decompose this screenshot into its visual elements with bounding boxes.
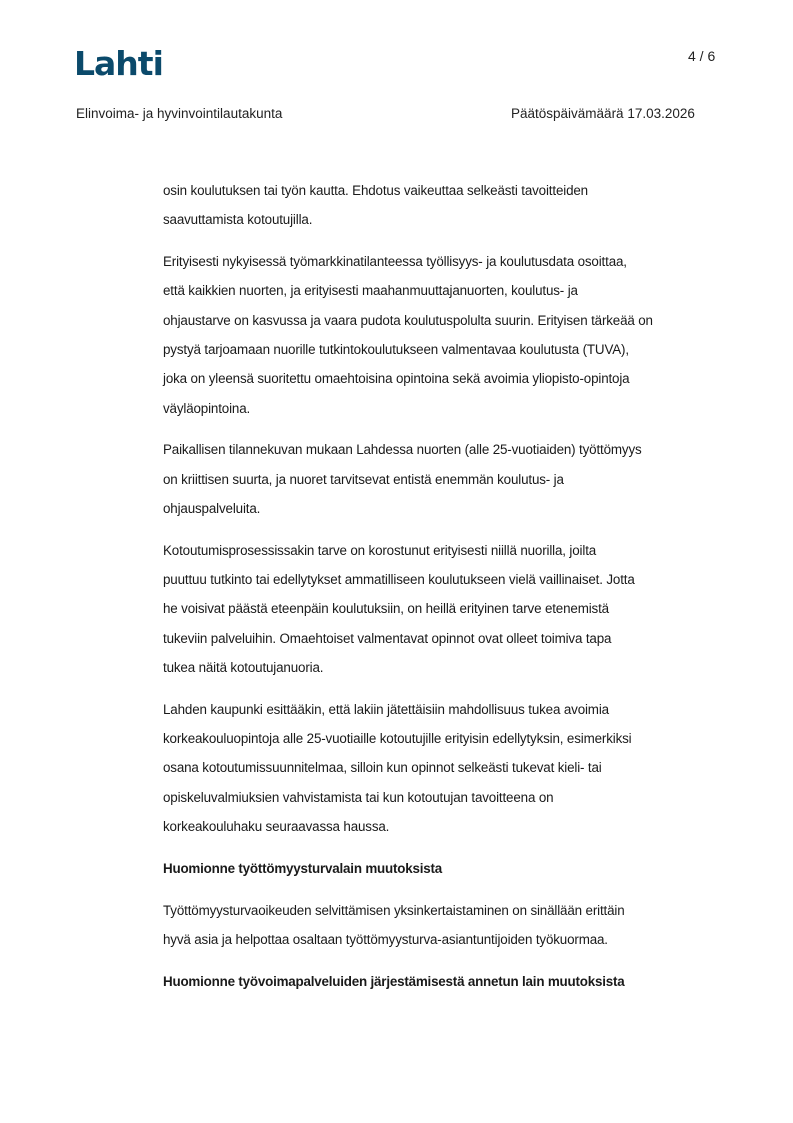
section-heading: Huomionne työvoimapalveluiden järjestämisestä annetun lain muutoksista [163,973,625,989]
paragraph [163,896,723,955]
text-line: opiskeluvalmiuksien vahvistamista tai kun kotoutujan tavoitteena on [163,789,554,805]
decision-date: Päätöspäivämäärä 17.03.2026 [511,106,695,121]
text-line: Paikallisen tilannekuvan mukaan Lahdessa nuorten (alle 25-vuotiaiden) työttömyys [163,442,642,458]
text-line: väyläopintoina. [163,400,251,416]
paragraph [163,536,723,682]
paragraph [163,435,723,523]
text-line: tukeviin palveluihin. Omaehtoiset valmentavat opinnot ovat olleet toimiva tapa [163,630,612,646]
text-line: puuttuu tutkinto tai edellytykset ammatilliseen koulutukseen vielä vaillinaiset. Jotta [163,572,635,588]
text-line: ohjauspalveluita. [163,500,261,516]
text-line: he voisivat päästä eteenpäin koulutuksiin, on heillä erityinen tarve etenemistä [163,601,609,617]
document-body [163,176,723,996]
text-line: korkeakouluopintoja alle 25-vuotiaille kotoutujille erityisin edellytyksin, esimerkiksi [163,731,632,747]
text-line: Kotoutumisprosessissakin tarve on korostunut erityisesti niillä nuorilla, joilta [163,542,597,558]
committee-name: Elinvoima- ja hyvinvointilautakunta [76,106,283,121]
text-line: Työttömyysturvaoikeuden selvittämisen yksinkertaistaminen on sinällään erittäin [163,902,625,918]
section-heading: Huomionne työttömyysturvalain muutoksista [163,860,442,876]
lahti-logo: Lahti [74,44,163,83]
paragraph [163,695,723,841]
text-line: pystyä tarjoamaan nuorille tutkintokoulutukseen valmentavaa koulutusta (TUVA), [163,341,629,357]
text-line: tukea näitä kotoutujanuoria. [163,659,324,675]
text-line: osana kotoutumissuunnitelmaa, silloin kun opinnot selkeästi tukevat kieli- tai [163,760,602,776]
page-number: 4 / 6 [688,48,716,64]
text-line: ohjaustarve on kasvussa ja vaara pudota koulutuspolulta suurin. Erityisen tärkeää on [163,312,653,328]
paragraph [163,247,723,423]
text-line: hyvä asia ja helpottaa osaltaan työttömyysturva-asiantuntijoiden työkuormaa. [163,931,608,947]
text-line: joka on yleensä suoritettu omaehtoisina opintoina sekä avoimia yliopisto-opintoja [163,371,630,387]
text-line: on kriittisen suurta, ja nuoret tarvitsevat entistä enemmän koulutus- ja [163,471,564,487]
text-line: Erityisesti nykyisessä työmarkkinatilanteessa työllisyys- ja koulutusdata osoittaa, [163,254,627,270]
text-line: korkeakouluhaku seuraavassa haussa. [163,818,390,834]
text-line: että kaikkien nuorten, ja erityisesti maahanmuuttajanuorten, koulutus- ja [163,283,578,299]
text-line: Lahden kaupunki esittääkin, että lakiin jätettäisiin mahdollisuus tukea avoimia [163,701,609,717]
text-line: saavuttamista kotoutujilla. [163,212,313,228]
text-line: osin koulutuksen tai työn kautta. Ehdotus vaikeuttaa selkeästi tavoitteiden [163,183,588,198]
paragraph [163,176,723,235]
